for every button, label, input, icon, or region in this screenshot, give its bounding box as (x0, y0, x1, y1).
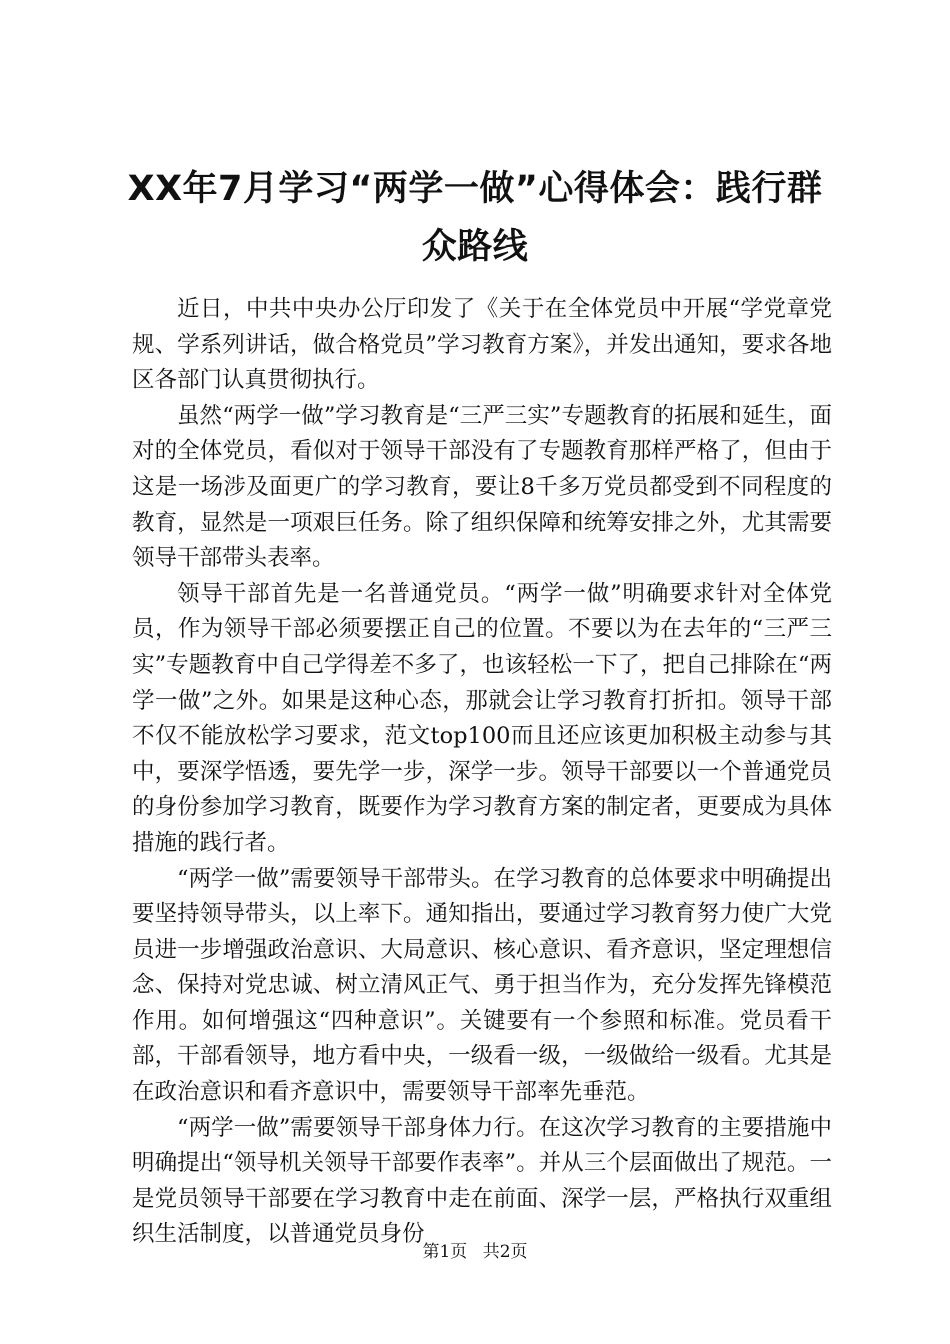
page-number: 第1页 (422, 1242, 468, 1262)
paragraph-1: 近日，中共中央办公厅印发了《关于在全体党员中开展“学党章党规、学系列讲话，做合格党员”学习教育方案》，并发出通知，要求各地区各部门认真贯彻执行。 (132, 296, 832, 394)
paragraph-2: 虽然“两学一做”学习教育是“三严三实”专题教育的拓展和延生，面对的全体党员，看似对于领导干部没有了专题教育那样严格了，但由于这是一场涉及面更广的学习教育，要让8千多万党员都受到不同程度的教育，显然是一项艰巨任务。除了组织保障和统筹安排之外，尤其需要领导干部带头表率。 (132, 402, 832, 572)
page-total: 共2页 (482, 1242, 528, 1262)
document-title: XX年7月学习“两学一做”心得体会：践行群众路线 (127, 169, 823, 267)
paragraph-3: 领导干部首先是一名普通党员。“两学一做”明确要求针对全体党员，作为领导干部必须要摆正自己的位置。不要以为在去年的“三严三实”专题教育中自己学得差不多了，也该轻松一下了，把自己排除在“两学一做”之外。如果是这种心态，那就会让学习教育打折扣。领导干部不仅不能放松学习要求，范文top100而且还应该更加积极主动参与其中，要深学悟透，要先学一步，深学一步。领导干部要以一个普通党员的身份参加学习教育，既要作为学习教育方案的制定者，更要成为具体措施的践行者。 (132, 580, 832, 856)
paragraph-4: “两学一做”需要领导干部带头。在学习教育的总体要求中明确提出要坚持领导带头，以上率下。通知指出，要通过学习教育努力使广大党员进一步增强政治意识、大局意识、核心意识、看齐意识，坚定理想信念、保持对党忠诚、树立清风正气、勇于担当作为，充分发挥先锋模范作用。如何增强这“四种意识”。关键要有一个参照和标准。党员看干部，干部看领导，地方看中央，一级看一级，一级做给一级看。尤其是在政治意识和看齐意识中，需要领导干部率先垂范。 (132, 865, 832, 1106)
page-footer (0, 1240, 950, 1264)
paragraph-5: “两学一做”需要领导干部身体力行。在这次学习教育的主要措施中明确提出“领导机关领导干部要作表率”。并从三个层面做出了规范。一是党员领导干部要在学习教育中走在前面、深学一层，严格执行双重组织生活制度，以普通党员身份 (132, 1114, 832, 1248)
document-body (132, 292, 832, 1253)
